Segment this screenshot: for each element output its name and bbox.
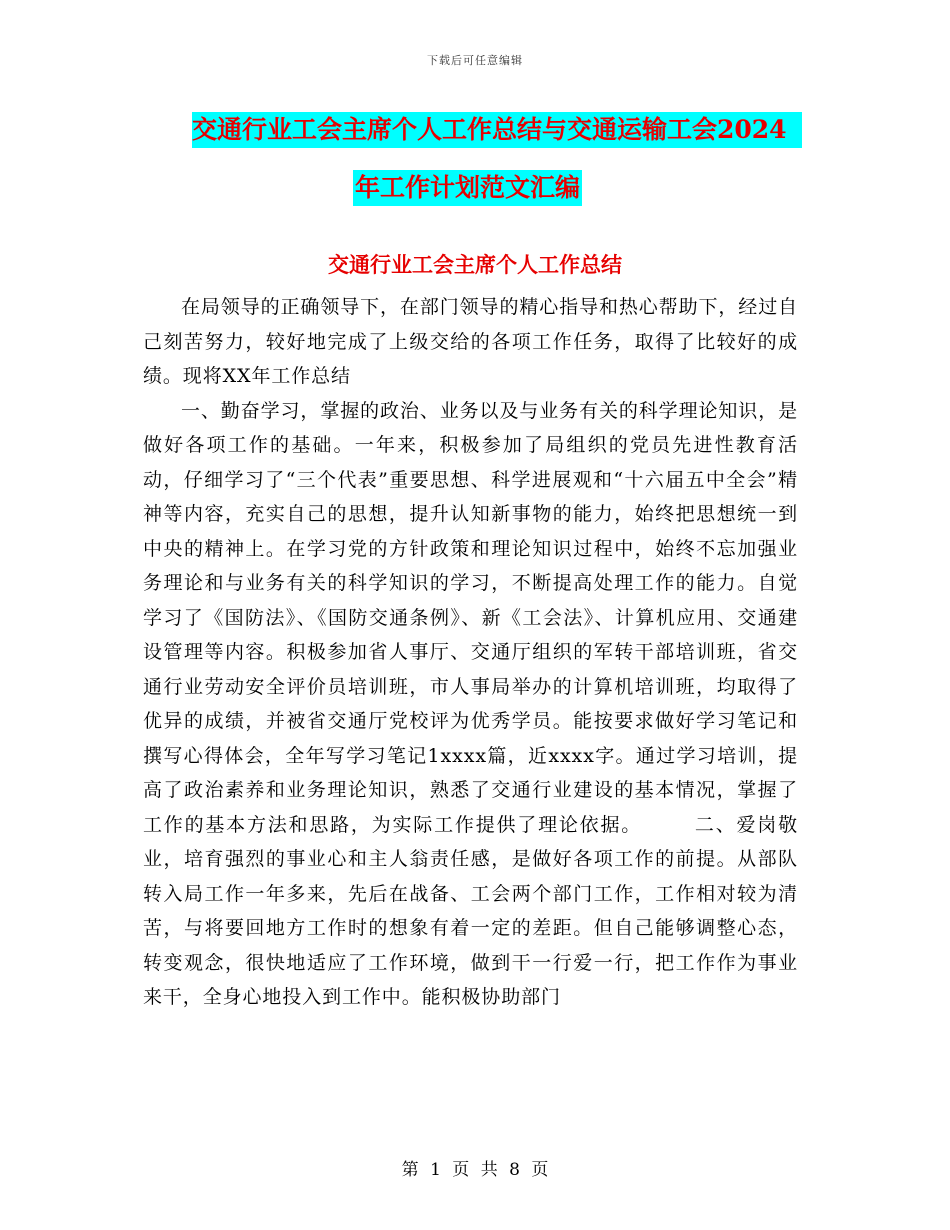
- header-note: 下载后可任意编辑: [427, 54, 523, 67]
- body-text: [143, 290, 798, 1015]
- paragraph-intro: 在局领导的正确领导下，在部门领导的精心指导和热心帮助下，经过自己刻苦努力，较好地完成了上级交给的各项工作任务，取得了比较好的成绩。现将XX年工作总结: [143, 296, 798, 387]
- paragraph-main: 一、勤奋学习，掌握的政治、业务以及与业务有关的科学理论知识，是做好各项工作的基础。一年来，积极参加了局组织的党员先进性教育活动，仔细学习了“三个代表”重要思想、科学进展观和“十六届五中全会”精神等内容，充实自己的思想，提升认知新事物的能力，始终把思想统一到中央的精神上。在学习党的方针政策和理论知识过程中，始终不忘加强业务理论和与业务有关的科学知识的学习，不断提高处理工作的能力。自觉学习了《国防法》、《国防交通条例》、新《工会法》、计算机应用、交通建设管理等内容。积极参加省人事厅、交通厅组织的军转干部培训班，省交通行业劳动安全评价员培训班，市人事局举办的计算机培训班，均取得了优异的成绩，并被省交通厅党校评为优秀学员。能按要求做好学习笔记和撰写心得体会，全年写学习笔记1xxxx篇，近xxxx字。通过学习培训，提高了政治素养和业务理论知识，熟悉了交通行业建设的基本情况，掌握了工作的基本方法和思路，为实际工作提供了理论依据。 二、爱岗敬业，培育强烈的事业心和主人翁责任感，是做好各项工作的前提。从部队转入局工作一年多来，先后在战备、工会两个部门工作，工作相对较为清苦，与将要回地方工作时的想象有着一定的差距。但自己能够调整心态，转变观念，很快地适应了工作环境，做到干一行爱一行，把工作作为事业来干，全身心地投入到工作中。能积极协助部门: [143, 399, 798, 1008]
- document-title-line-1: 交通行业工会主席个人工作总结与交通运输工会2024: [192, 112, 802, 148]
- page-footer: 第 1 页 共 8 页: [401, 1160, 549, 1180]
- section-title: 交通行业工会主席个人工作总结: [328, 252, 622, 277]
- document-title: [192, 112, 802, 210]
- document-title-line-2: 年工作计划范文汇编: [353, 170, 582, 206]
